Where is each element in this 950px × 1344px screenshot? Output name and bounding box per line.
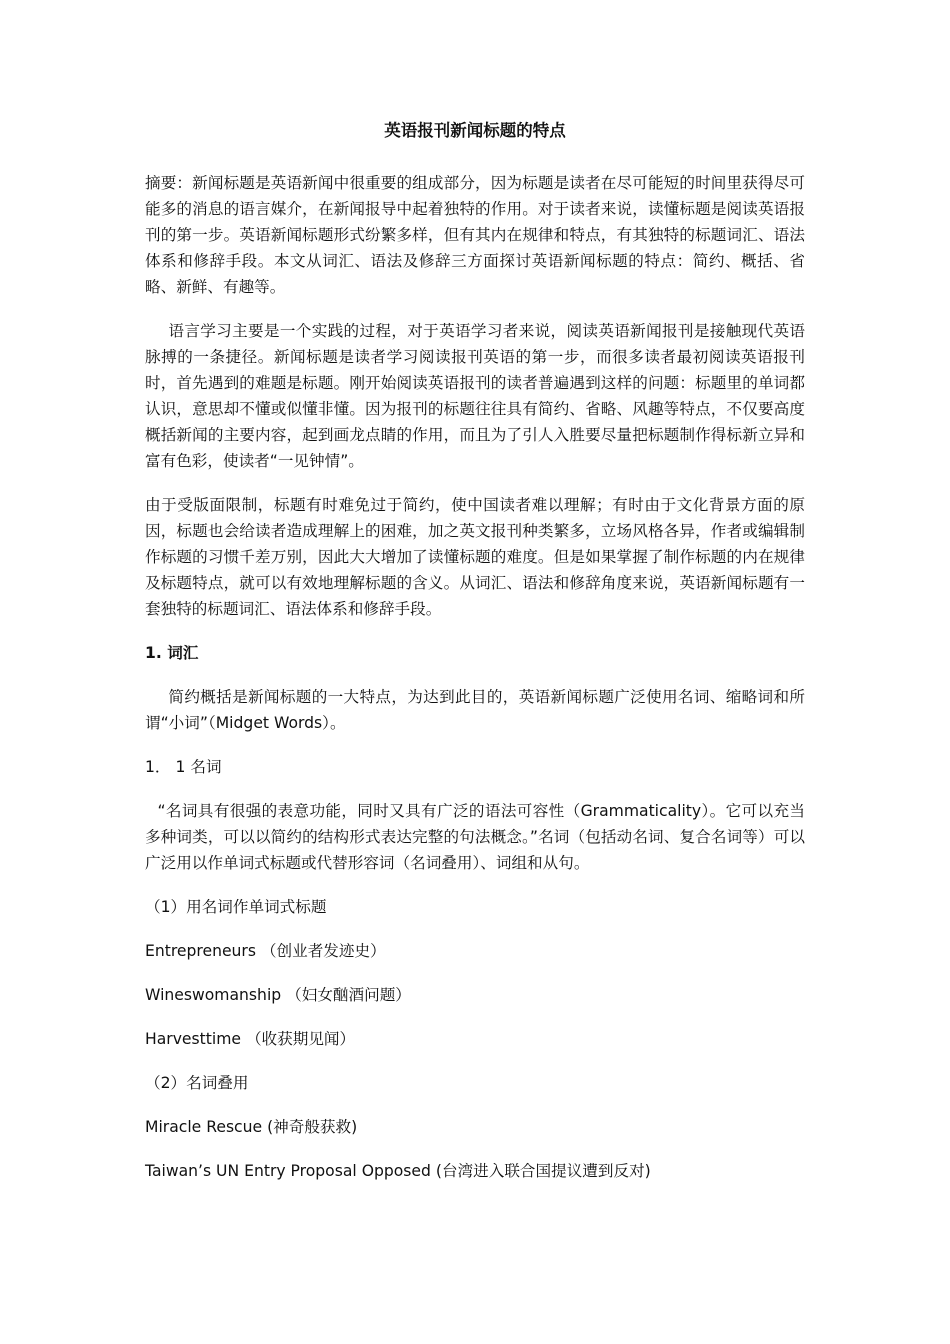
document-title: 英语报刊新闻标题的特点 bbox=[384, 121, 566, 140]
abstract-paragraph: 摘要：新闻标题是英语新闻中很重要的组成部分，因为标题是读者在尽可能短的时间里获得尽可能多的消息的语言媒介，在新闻报导中起着独特的作用。对于读者来说，读懂标题是阅读英语报刊的第一步。英语新闻标题形式纷繁多样，但有其内在规律和特点，有其独特的标题词汇、语法体系和修辞手段。本文从词汇、语法及修辞三方面探讨英语新闻标题的特点：简约、概括、省略、新鲜、有趣等。 bbox=[145, 174, 805, 296]
example-item-1: Entrepreneurs （创业者发迹史） bbox=[145, 942, 386, 960]
example-item-5: Taiwan’s UN Entry Proposal Opposed (台湾进入联合国提议遭到反对) bbox=[145, 1162, 651, 1180]
intro-paragraph-2: 由于受版面限制，标题有时难免过于简约，使中国读者难以理解；有时由于文化背景方面的原因，标题也会给读者造成理解上的困难，加之英文报刊种类繁多，立场风格各异，作者或编辑制作标题的习惯千差万别，因此大大增加了读懂标题的难度。但是如果掌握了制作标题的内在规律及标题特点，就可以有效地理解标题的含义。从词汇、语法和修辞角度来说，英语新闻标题有一套独特的标题词汇、语法体系和修辞手段。 bbox=[145, 496, 805, 618]
document-page bbox=[145, 118, 805, 1202]
example-item-2: Wineswomanship （妇女酗酒问题） bbox=[145, 986, 411, 1004]
list-2-heading: （2）名词叠用 bbox=[145, 1074, 249, 1092]
intro-paragraph-1: 语言学习主要是一个实践的过程，对于英语学习者来说，阅读英语新闻报刊是接触现代英语脉搏的一条捷径。新闻标题是读者学习阅读报刊英语的第一步，而很多读者最初阅读英语报刊时，首先遇到的难题是标题。刚开始阅读英语报刊的读者普遍遇到这样的问题：标题里的单词都认识，意思却不懂或似懂非懂。因为报刊的标题往往具有简约、省略、风趣等特点，不仅要高度概括新闻的主要内容，起到画龙点睛的作用，而且为了引人入胜要尽量把标题制作得标新立异和富有色彩，使读者“一见钟情”。 bbox=[145, 322, 805, 470]
example-item-4: Miracle Rescue (神奇般获救) bbox=[145, 1118, 358, 1136]
subsection-1-1-paragraph: “名词具有很强的表意功能，同时又具有广泛的语法可容性（Grammaticality）。它可以充当多种词类，可以以简约的结构形式表达完整的句法概念。”名词（包括动名词、复合名词等）可以广泛用以作单词式标题或代替形容词（名词叠用）、词组和从句。 bbox=[145, 802, 805, 872]
subsection-1-1-heading: 1． 1 名词 bbox=[145, 758, 222, 776]
section-1-paragraph: 简约概括是新闻标题的一大特点，为达到此目的，英语新闻标题广泛使用名词、缩略词和所谓“小词”（Midget Words）。 bbox=[145, 688, 805, 732]
list-1-heading: （1）用名词作单词式标题 bbox=[145, 898, 327, 916]
section-1-heading: 1. 词汇 bbox=[145, 644, 199, 662]
example-item-3: Harvesttime （收获期见闻） bbox=[145, 1030, 356, 1048]
